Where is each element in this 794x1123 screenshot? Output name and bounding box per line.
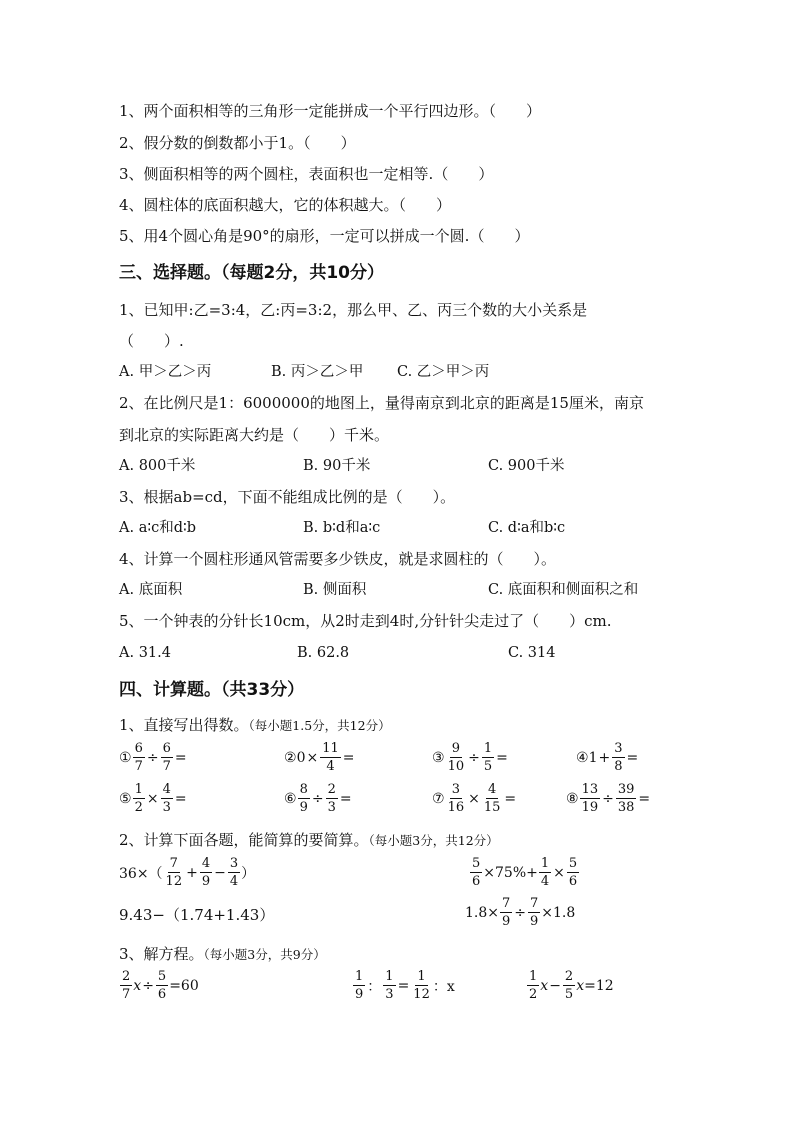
choice-q4-text: 4、计算一个圆柱形通风管需要多少铁皮，就是求圆柱的（ ）。 <box>119 550 557 568</box>
simplify-expr-4: 1.8× $\frac{7}{9}$ ÷ $\frac{7}{9}$ ×1.8 <box>465 896 576 929</box>
judgement-item-5: 5、用4个圆心角是90°的扇形，一定可以拼成一个圆.（ ） <box>119 227 530 245</box>
choice-q3-option-c: C. d∶a和b∶c <box>488 520 566 536</box>
circled-8: ⑧ <box>566 790 579 807</box>
judgement-item-2: 2、假分数的倒数都小于1。（ ） <box>119 134 356 152</box>
judgement-item-3: 3、侧面积相等的两个圆柱，表面积也一定相等.（ ） <box>119 165 494 183</box>
calc-sub-3-text: 3、解方程。 <box>119 945 204 963</box>
choice-q2-cont: 到北京的实际距离大约是（ ）千米。 <box>119 426 390 444</box>
fraction: $\frac{7}{9}$ <box>502 896 511 929</box>
choice-q5-option-b: B. 62.8 <box>297 645 350 661</box>
choice-q3-text: 3、根据ab=cd，下面不能组成比例的是（ ）。 <box>119 488 456 506</box>
fraction: $\frac{1}{4}$ <box>540 856 550 889</box>
direct-expr-5: ⑤ $\frac{1}{2}$ × $\frac{4}{3}$ = <box>119 782 187 815</box>
direct-expr-1: ① $\frac{6}{7}$ ÷ $\frac{6}{7}$ = <box>119 741 187 774</box>
direct-expr-2: ② 0 × $\frac{11}{4}$ = <box>284 741 355 774</box>
calc-sub-3-note: （每小题3分，共9分） <box>203 947 326 962</box>
fraction: $\frac{6}{7}$ <box>134 741 143 774</box>
fraction: $\frac{2}{7}$ <box>122 969 131 1002</box>
circled-5: ⑤ <box>119 790 132 807</box>
choice-q5-text: 5、一个钟表的分针长10cm，从2时走到4时,分针针尖走过了（ ）cm. <box>119 612 612 630</box>
fraction: $\frac{1}{12}$ <box>413 969 430 1002</box>
judgement-item-4: 4、圆柱体的底面积越大，它的体积越大。（ ） <box>119 196 452 214</box>
choice-q1-cont: （ ）. <box>119 332 184 350</box>
equation-1: $\frac{2}{7}$ x ÷ $\frac{5}{6}$ =60 <box>122 969 199 1002</box>
fraction: $\frac{3}{8}$ <box>614 741 623 774</box>
choice-q5-option-c: C. 314 <box>508 645 556 661</box>
direct-expr-3: ③ $\frac{9}{10}$ ÷ $\frac{1}{5}$ = <box>432 741 508 774</box>
fraction: $\frac{4}{9}$ <box>201 856 211 889</box>
choice-q3-option-a: A. a∶c和d∶b <box>119 520 197 536</box>
choice-q4-option-c: C. 底面积和侧面积之和 <box>488 582 639 598</box>
fraction: $\frac{2}{5}$ <box>564 969 574 1002</box>
equation-3: $\frac{1}{2}$ x − $\frac{2}{5}$ x =12 <box>529 969 614 1002</box>
fraction: $\frac{9}{10}$ <box>447 741 465 774</box>
fraction: $\frac{4}{15}$ <box>483 782 501 815</box>
direct-expr-4: ④ 1 + $\frac{3}{8}$ = <box>576 741 639 774</box>
circled-7: ⑦ <box>432 790 445 807</box>
simplify-expr-2: $\frac{5}{6}$ ×75%+ $\frac{1}{4}$ × $\frac{5}{6}$ <box>472 856 578 889</box>
fraction: $\frac{3}{16}$ <box>447 782 465 815</box>
fraction: $\frac{4}{3}$ <box>162 782 171 815</box>
fraction: $\frac{5}{6}$ <box>472 856 481 889</box>
direct-expr-7: ⑦ $\frac{3}{16}$ × $\frac{4}{15}$ = <box>432 782 517 815</box>
judgement-item-1: 1、两个面积相等的三角形一定能拼成一个平行四边形。（ ） <box>119 102 542 120</box>
choice-q1-option-a: A. 甲＞乙＞丙 <box>119 364 212 380</box>
circled-2: ② <box>284 749 297 766</box>
fraction: $\frac{5}{6}$ <box>157 969 167 1002</box>
simplify-expr-1: 36×（ $\frac{7}{12}$ + $\frac{4}{9}$ − $\frac{3}{4}$ ） <box>119 856 256 889</box>
choice-q1-text: 1、已知甲:乙=3:4，乙:丙=3:2，那么甲、乙、丙三个数的大小关系是 <box>119 301 588 319</box>
choice-q1-option-b: B. 丙＞乙＞甲 <box>271 364 364 380</box>
calc-sub-2-text: 2、计算下面各题，能简算的要简算。 <box>119 831 369 849</box>
fraction: $\frac{1}{2}$ <box>529 969 538 1002</box>
fraction: $\frac{8}{9}$ <box>299 782 308 815</box>
circled-3: ③ <box>432 749 445 766</box>
equation-2: $\frac{1}{9}$ ： $\frac{1}{3}$ = $\frac{1}{12}$ ：x <box>355 969 455 1002</box>
calc-sub-1-note: （每小题1.5分，共12分） <box>248 718 391 733</box>
calc-sub-2-note: （每小题3分，共12分） <box>368 833 499 848</box>
fraction: $\frac{1}{3}$ <box>385 969 394 1002</box>
calc-sub-1-text: 1、直接写出得数。 <box>119 716 249 734</box>
calc-sub-2 <box>119 830 499 851</box>
fraction: $\frac{5}{6}$ <box>568 856 578 889</box>
choice-q2-option-b: B. 90千米 <box>303 458 371 474</box>
simplify-expr-3: 9.43−（1.74+1.43） <box>119 906 275 924</box>
fraction: $\frac{2}{3}$ <box>327 782 336 815</box>
circled-4: ④ <box>576 749 589 766</box>
fraction: $\frac{11}{4}$ <box>322 741 339 774</box>
fraction: $\frac{7}{12}$ <box>165 856 183 889</box>
circled-6: ⑥ <box>284 790 297 807</box>
choice-q3-option-b: B. b∶d和a∶c <box>303 520 381 536</box>
fraction: $\frac{3}{4}$ <box>229 856 239 889</box>
choice-q5-option-a: A. 31.4 <box>119 645 171 661</box>
circled-1: ① <box>119 749 132 766</box>
fraction: $\frac{1}{5}$ <box>483 741 493 774</box>
fraction: $\frac{7}{9}$ <box>530 896 539 929</box>
fraction: $\frac{6}{7}$ <box>162 741 171 774</box>
choice-q2-option-c: C. 900千米 <box>488 458 565 474</box>
fraction: $\frac{1}{2}$ <box>134 782 143 815</box>
choice-q2-option-a: A. 800千米 <box>119 458 196 474</box>
choice-q4-option-b: B. 侧面积 <box>303 582 367 598</box>
direct-expr-6: ⑥ $\frac{8}{9}$ ÷ $\frac{2}{3}$ = <box>284 782 352 815</box>
fraction: $\frac{1}{9}$ <box>355 969 364 1002</box>
fraction: $\frac{13}{19}$ <box>581 782 599 815</box>
choice-q1-option-c: C. 乙＞甲＞丙 <box>397 364 490 380</box>
section-heading-calc: 四、计算题。（共33分） <box>119 680 305 700</box>
fraction: $\frac{39}{38}$ <box>617 782 635 815</box>
calc-sub-3 <box>119 944 326 965</box>
calc-sub-1 <box>119 715 391 736</box>
section-heading-choice: 三、选择题。（每题2分，共10分） <box>119 263 384 283</box>
direct-expr-8: ⑧ $\frac{13}{19}$ ÷ $\frac{39}{38}$ = <box>566 782 651 815</box>
choice-q4-option-a: A. 底面积 <box>119 582 183 598</box>
choice-q2-text: 2、在比例尺是1：6000000的地图上，量得南京到北京的距离是15厘米，南京 <box>119 394 644 412</box>
